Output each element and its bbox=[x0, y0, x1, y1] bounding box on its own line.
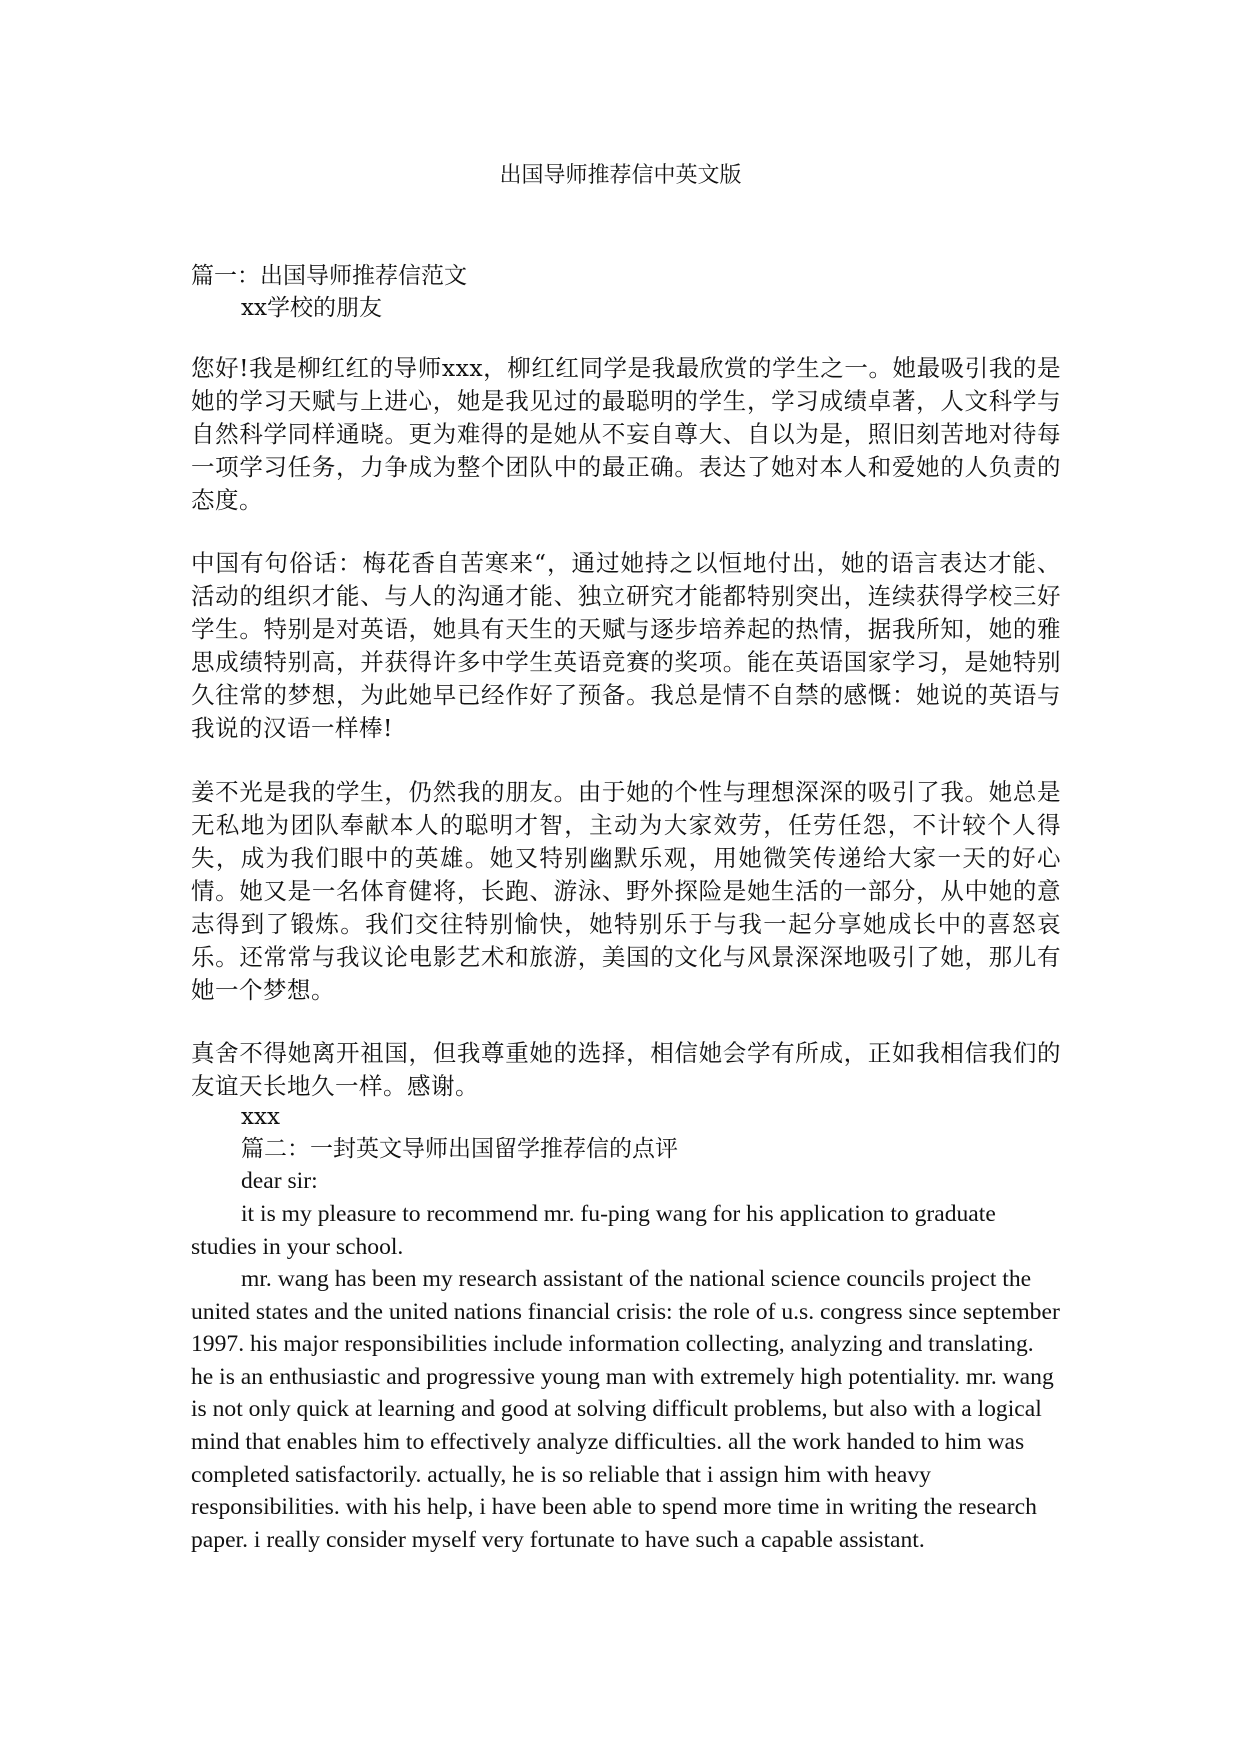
section1-paragraph-1: 您好!我是柳红红的导师xxx，柳红红同学是我最欣赏的学生之一。她最吸引我的是她的学习天赋与上进心，她是我见过的最聪明的学生，学习成绩卓著，人文科学与自然科学同样通晓。更为难得的是她从不妄自尊大、自以为是，照旧刻苦地对待每一项学习任务，力争成为整个团队中的最正确。表达了她对本人和爱她的人负责的态度。 bbox=[191, 354, 1061, 514]
section1-paragraph-4: 真舍不得她离开祖国，但我尊重她的选择，相信她会学有所成，正如我相信我们的友谊天长地久一样。感谢。 bbox=[191, 1039, 1061, 1100]
section1-paragraph-2: 中国有句俗话：梅花香自苦寒来“，通过她持之以恒地付出，她的语言表达才能、活动的组织才能、与人的沟通才能、独立研究才能都特别突出，连续获得学校三好学生。特别是对英语，她具有天生的天赋与逐步培养起的热情，据我所知，她的雅思成绩特别高，并获得许多中学生英语竞赛的奖项。能在英语国家学习，是她特别久往常的梦想，为此她早已经作好了预备。我总是情不自禁的感慨：她说的英语与我说的汉语一样棒! bbox=[191, 549, 1061, 742]
section2-paragraph-1 bbox=[191, 1198, 1061, 1263]
section2-paragraph-2 bbox=[191, 1263, 1061, 1556]
section1-salutation: xx学校的朋友 bbox=[241, 295, 382, 321]
section2-salutation: dear sir: bbox=[241, 1168, 318, 1194]
section2-heading: 篇二：一封英文导师出国留学推荐信的点评 bbox=[241, 1136, 678, 1162]
document-title: 出国导师推荐信中英文版 bbox=[499, 163, 742, 188]
section1-heading: 篇一：出国导师推荐信范文 bbox=[191, 263, 467, 289]
section2-paragraph-2-text: mr. wang has been my research assistant of the national science councils project the united states and the united nations financial crisis: the role of u.s. congress since september 1997. his major responsibilities include information collecting, analyzing and translating. he is an enthusiastic and progressive young man with extremely high potentiality. mr. wang is not only quick at learning and good at solving difficult problems, but also with a logical mind that enables him to effectively analyze difficulties. all the work handed to him was completed satisfactorily. actually, he is so reliable that i assign him with heavy responsibilities. with his help, i have been able to spend more time in writing the research paper. i really consider myself very fortunate to have such a capable assistant. bbox=[191, 1266, 1060, 1553]
section2-paragraph-1-text: it is my pleasure to recommend mr. fu-ping wang for his application to graduate studies in your school. bbox=[191, 1201, 996, 1260]
section1-signature: xxx bbox=[241, 1104, 280, 1130]
section1-paragraph-3: 姜不光是我的学生，仍然我的朋友。由于她的个性与理想深深的吸引了我。她总是无私地为团队奉献本人的聪明才智，主动为大家效劳，任劳任怨，不计较个人得失，成为我们眼中的英雄。她又特别幽默乐观，用她微笑传递给大家一天的好心情。她又是一名体育健将，长跑、游泳、野外探险是她生活的一部分，从中她的意志得到了锻炼。我们交往特别愉快，她特别乐于与我一起分享她成长中的喜怒哀乐。还常常与我议论电影艺术和旅游，美国的文化与风景深深地吸引了她，那儿有她一个梦想。 bbox=[191, 778, 1061, 1004]
